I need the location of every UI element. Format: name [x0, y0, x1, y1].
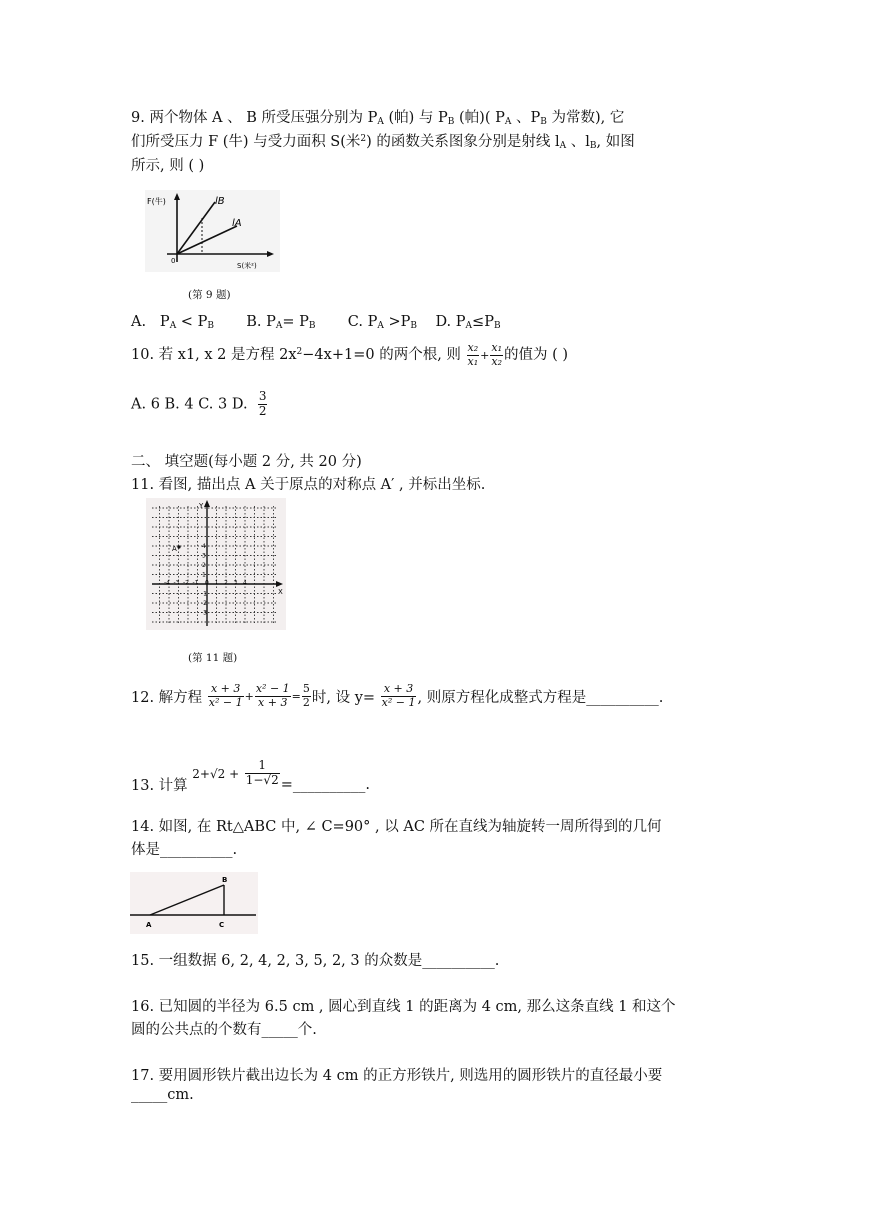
q10-options: A. 6 B. 4 C. 3 D. $\frac{3}{2}$ — [131, 389, 267, 418]
q9-figure-origin: 0 — [171, 257, 176, 265]
q9-caption: (第 9 题) — [188, 289, 231, 301]
q9-figure-ray-a: lA — [232, 218, 242, 229]
x-tick-label: -3 — [173, 579, 180, 587]
y-tick-label: 1 — [202, 571, 206, 579]
q9-figure-y-label: F(牛) — [147, 197, 166, 206]
q9-options — [131, 314, 501, 331]
q11-point-a — [177, 545, 180, 548]
q14-line-1: 14. 如图, 在 Rt△ABC 中, ∠ C=90° , 以 AC 所在直线为轴旋转一周所得到的几何 — [131, 819, 662, 835]
q12-fraction-4: $\frac{x + 3}{\text{x² − 1}}$ — [381, 682, 416, 709]
q9-figure-x-label: S(米²) — [237, 262, 257, 270]
q15-text: 15. 一组数据 6, 2, 4, 2, 3, 5, 2, 3 的众数是__________. — [131, 953, 500, 969]
q9-option-a[interactable]: A. $P_A < P_B$ — [131, 314, 214, 331]
q14-label-a: A — [146, 921, 152, 929]
x-tick-label: -1 — [192, 579, 199, 587]
y-tick-label: 3 — [202, 552, 206, 560]
q10-fraction-1: $\frac{\text{x₂}}{\text{x₁}}$ — [467, 341, 479, 368]
q16-line-1: 16. 已知圆的半径为 6.5 cm , 圆心到直线 1 的距离为 4 cm, 那么这条直线 1 和这个 — [131, 999, 676, 1015]
q9-line-3: 所示, 则 ( ) — [131, 158, 205, 174]
y-tick-label: 4 — [202, 543, 206, 550]
y-tick-label: -1 — [201, 590, 207, 598]
y-tick-label: -2 — [201, 600, 207, 607]
q10-fraction-2: $\frac{\text{x₁}}{\text{x₂}}$ — [491, 341, 502, 368]
q17-line-2: _____cm. — [131, 1087, 194, 1103]
q9-figure — [145, 190, 280, 272]
q9-line-1: 9. 两个物体 A 、 B 所受压强分别为 $P_A$ (帕) 与 $P_B$ (帕)( $P_A$ 、$P_B$ 为常数), 它 — [131, 110, 625, 127]
q13-line: 13. 计算 2+√2 + $\frac{1}{1-√2}$ =__________. — [131, 758, 370, 794]
q11-point-a-label: A — [172, 545, 177, 553]
y-tick-label: 2 — [202, 562, 206, 569]
q14-label-c: C — [219, 921, 225, 929]
q12-fraction-3: $\frac{5}{2}$ — [302, 682, 310, 709]
x-tick-label: 3 — [233, 579, 238, 587]
section-2-title: 二、 填空题(每小题 2 分, 共 20 分) — [131, 454, 362, 470]
x-tick-label: 2 — [224, 579, 228, 587]
x-tick-label: 1 — [214, 579, 219, 587]
q16-line-2: 圆的公共点的个数有_____个. — [131, 1022, 317, 1038]
q14-label-b: B — [222, 876, 228, 884]
q12-line: 12. 解方程 $\frac{x + 3}{\text{x² − 1}}$ + $\frac{\text{x² − 1}}{x + 3}$ = $\frac{5}{2}$ 时, 设 y= $\frac{x + 3}{\text{x² − 1}}$ , 则原方程化成整式方程是__________. — [131, 682, 664, 709]
q13-fraction: $\frac{1}{1-√2}$ — [245, 758, 279, 787]
q14-line-2: 体是__________. — [131, 842, 238, 858]
q9-option-b[interactable]: B. $P_A= P_B$ — [246, 314, 316, 331]
q11-coordinate-grid — [146, 498, 286, 630]
q9-line-2: 们所受压力 F (牛) 与受力面积 S(米$^2$) 的函数关系图象分别是射线 $l_A$ 、$l_B$, 如图 — [131, 134, 635, 151]
q11-y-axis-label: Y — [199, 502, 204, 510]
q17-line-1: 17. 要用圆形铁片截出边长为 4 cm 的正方形铁片, 则选用的圆形铁片的直径最小要 — [131, 1068, 663, 1084]
q11-x-axis-label: X — [278, 588, 283, 596]
q11-text: 11. 看图, 描出点 A 关于原点的对称点 A′ , 并标出坐标. — [131, 477, 486, 493]
q9-figure-ray-b: lB — [215, 196, 225, 207]
q10-option-d-fraction: $\frac{3}{2}$ — [258, 389, 267, 418]
y-tick-label: -3 — [201, 609, 207, 617]
x-tick-label: 0 — [205, 579, 209, 587]
q12-fraction-2: $\frac{\text{x² − 1}}{x + 3}$ — [255, 682, 290, 709]
q14-triangle-figure — [130, 872, 258, 934]
q10-line: 10. 若 x1, x 2 是方程 $2x^2-4x+1=0$ 的两个根, 则 $\frac{\text{x₂}}{\text{x₁}}$ + $\frac{\text{x₁}}{\text{x₂}}$ 的值为 ( ) — [131, 341, 569, 368]
x-tick-label: -2 — [183, 579, 189, 587]
q12-fraction-1: $\frac{x + 3}{\text{x² − 1}}$ — [208, 682, 243, 709]
x-tick-label: -4 — [164, 579, 170, 587]
x-tick-label: 4 — [243, 579, 247, 587]
q9-option-d[interactable]: D. $P_A\le P_B$ — [435, 314, 501, 331]
q11-caption: (第 11 题) — [188, 652, 238, 664]
q9-option-c[interactable]: C. $P_A >P_B$ — [347, 314, 417, 331]
